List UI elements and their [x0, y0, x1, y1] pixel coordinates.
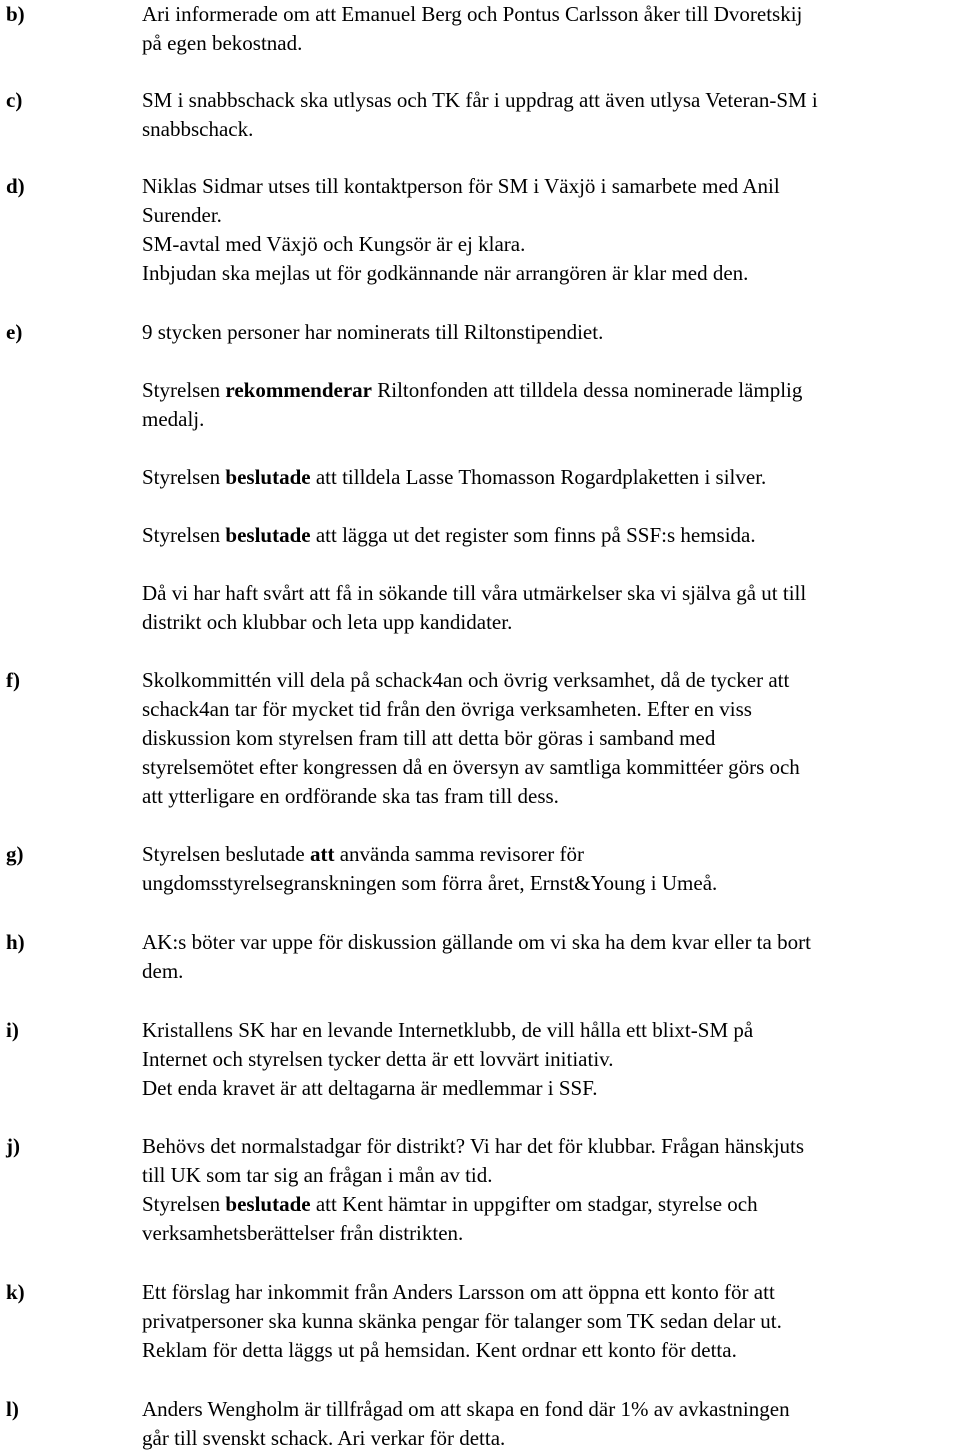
text-line — [142, 86, 954, 115]
text-line — [142, 695, 954, 724]
text-line — [142, 840, 954, 869]
text-line — [142, 1278, 954, 1307]
text-line — [142, 521, 954, 550]
bold-text: beslutade — [225, 465, 311, 489]
text-line — [142, 1045, 954, 1074]
text-line — [142, 405, 954, 434]
text-run: Det enda kravet är att deltagarna är medlemmar i SSF. — [142, 1076, 598, 1100]
text-line — [142, 201, 954, 230]
text-line — [142, 1074, 954, 1103]
text-line — [142, 230, 954, 259]
text-run: Inbjudan ska mejlas ut för godkännande när arrangören är klar med den. — [142, 261, 749, 285]
text-line — [142, 1336, 954, 1365]
text-run: Anders Wengholm är tillfrågad om att skapa en fond där 1% av avkastningen — [142, 1397, 790, 1421]
text-run: distrikt och klubbar och leta upp kandidater. — [142, 610, 513, 634]
item-marker: j) — [6, 1134, 20, 1158]
paragraph — [142, 318, 954, 347]
text-run: Styrelsen beslutade — [142, 842, 310, 866]
paragraph — [142, 463, 954, 492]
text-run: styrelsemötet efter kongressen då en översyn av samtliga kommittéer görs och — [142, 755, 800, 779]
text-run: schack4an tar för mycket tid från den övriga verksamheten. Efter en viss — [142, 697, 752, 721]
paragraph — [142, 579, 954, 637]
item-content — [142, 1278, 954, 1365]
text-line — [142, 957, 954, 986]
text-run: dem. — [142, 959, 184, 983]
text-line — [142, 1307, 954, 1336]
text-run: använda samma revisorer för — [334, 842, 585, 866]
text-run: till UK som tar sig an frågan i mån av tid. — [142, 1163, 493, 1187]
text-run: Internet och styrelsen tycker detta är ett lovvärt initiativ. — [142, 1047, 614, 1071]
text-run: Riltonfonden att tilldela dessa nominerade lämplig — [371, 378, 803, 402]
bold-text: beslutade — [225, 523, 311, 547]
text-run: SM-avtal med Växjö och Kungsör är ej klara. — [142, 232, 526, 256]
text-run: att Kent hämtar in uppgifter om stadgar, styrelse och — [310, 1192, 758, 1216]
paragraph — [142, 840, 954, 898]
item-marker: b) — [6, 2, 25, 26]
paragraph — [142, 1016, 954, 1103]
text-line — [142, 1016, 954, 1045]
text-run: Då vi har haft svårt att få in sökande till våra utmärkelser ska vi själva gå ut till — [142, 581, 807, 605]
text-line — [142, 608, 954, 637]
item-content — [142, 172, 954, 288]
text-line — [142, 869, 954, 898]
text-run: Surender. — [142, 203, 222, 227]
text-run: Ari informerade om att Emanuel Berg och Pontus Carlsson åker till Dvoretskij — [142, 2, 803, 26]
text-line — [142, 172, 954, 201]
text-run: på egen bekostnad. — [142, 31, 303, 55]
bold-text: att — [309, 842, 335, 866]
text-run: 9 stycken personer har nominerats till Riltonstipendiet. — [142, 320, 604, 344]
text-line — [142, 666, 954, 695]
paragraph — [142, 376, 954, 434]
item-marker: i) — [6, 1018, 19, 1042]
text-line — [142, 724, 954, 753]
item-marker: h) — [6, 930, 25, 954]
paragraph — [142, 1278, 954, 1365]
text-run: Styrelsen — [142, 465, 226, 489]
text-run: Styrelsen — [142, 523, 226, 547]
text-line — [142, 579, 954, 608]
text-run: Ett förslag har inkommit från Anders Larsson om att öppna ett konto för att — [142, 1280, 775, 1304]
text-line — [142, 259, 954, 288]
item-marker: l) — [6, 1397, 19, 1421]
paragraph — [142, 1395, 954, 1453]
text-line — [142, 1190, 954, 1219]
paragraph — [142, 928, 954, 986]
text-run: verksamhetsberättelser från distrikten. — [142, 1221, 464, 1245]
item-marker: d) — [6, 174, 25, 198]
paragraph — [142, 666, 954, 811]
text-line — [142, 0, 954, 29]
text-run: att tilldela Lasse Thomasson Rogardplaketten i silver. — [310, 465, 767, 489]
item-marker: f) — [6, 668, 20, 692]
item-marker: c) — [6, 88, 23, 112]
bold-text: rekommenderar — [225, 378, 372, 402]
paragraph — [142, 172, 954, 288]
text-run: diskussion kom styrelsen fram till att detta bör göras i samband med — [142, 726, 716, 750]
text-line — [142, 1132, 954, 1161]
text-line — [142, 29, 954, 58]
text-line — [142, 1395, 954, 1424]
item-content — [142, 840, 954, 898]
text-run: snabbschack. — [142, 117, 254, 141]
text-run: Reklam för detta läggs ut på hemsidan. Kent ordnar ett konto för detta. — [142, 1338, 737, 1362]
item-marker: e) — [6, 320, 23, 344]
text-run: privatpersoner ska kunna skänka pengar för talanger som TK sedan delar ut. — [142, 1309, 782, 1333]
item-content — [142, 1132, 954, 1248]
text-run: Skolkommittén vill dela på schack4an och övrig verksamhet, då de tycker att — [142, 668, 790, 692]
text-run: Kristallens SK har en levande Internetklubb, de vill hålla ett blixt-SM på — [142, 1018, 754, 1042]
paragraph — [142, 521, 954, 550]
text-line — [142, 115, 954, 144]
text-run: Niklas Sidmar utses till kontaktperson för SM i Växjö i samarbete med Anil — [142, 174, 780, 198]
text-line — [142, 376, 954, 405]
item-content — [142, 928, 954, 986]
text-run: Styrelsen — [142, 1192, 226, 1216]
text-line — [142, 1161, 954, 1190]
item-content — [142, 86, 954, 144]
text-run: att ytterligare en ordförande ska tas fram till dess. — [142, 784, 559, 808]
item-content — [142, 666, 954, 811]
paragraph — [142, 86, 954, 144]
text-line — [142, 1219, 954, 1248]
text-line — [142, 318, 954, 347]
text-line — [142, 1424, 954, 1453]
item-marker: k) — [6, 1280, 25, 1304]
item-content — [142, 318, 954, 637]
item-content — [142, 1395, 954, 1453]
text-run: att lägga ut det register som finns på SSF:s hemsida. — [310, 523, 756, 547]
text-run: AK:s böter var uppe för diskussion gällande om vi ska ha dem kvar eller ta bort — [142, 930, 811, 954]
text-run: ungdomsstyrelsegranskningen som förra året, Ernst&Young i Umeå. — [142, 871, 718, 895]
text-run: SM i snabbschack ska utlysas och TK får i uppdrag att även utlysa Veteran-SM i — [142, 88, 818, 112]
item-marker: g) — [6, 842, 24, 866]
text-line — [142, 463, 954, 492]
bold-text: beslutade — [225, 1192, 311, 1216]
text-run: medalj. — [142, 407, 205, 431]
paragraph — [142, 0, 954, 58]
item-content — [142, 1016, 954, 1103]
text-run: går till svenskt schack. Ari verkar för detta. — [142, 1426, 506, 1450]
text-run: Styrelsen — [142, 378, 226, 402]
text-line — [142, 928, 954, 957]
text-run: Behövs det normalstadgar för distrikt? Vi har det för klubbar. Frågan hänskjuts — [142, 1134, 805, 1158]
paragraph — [142, 1132, 954, 1248]
item-content — [142, 0, 954, 58]
text-line — [142, 753, 954, 782]
text-line — [142, 782, 954, 811]
